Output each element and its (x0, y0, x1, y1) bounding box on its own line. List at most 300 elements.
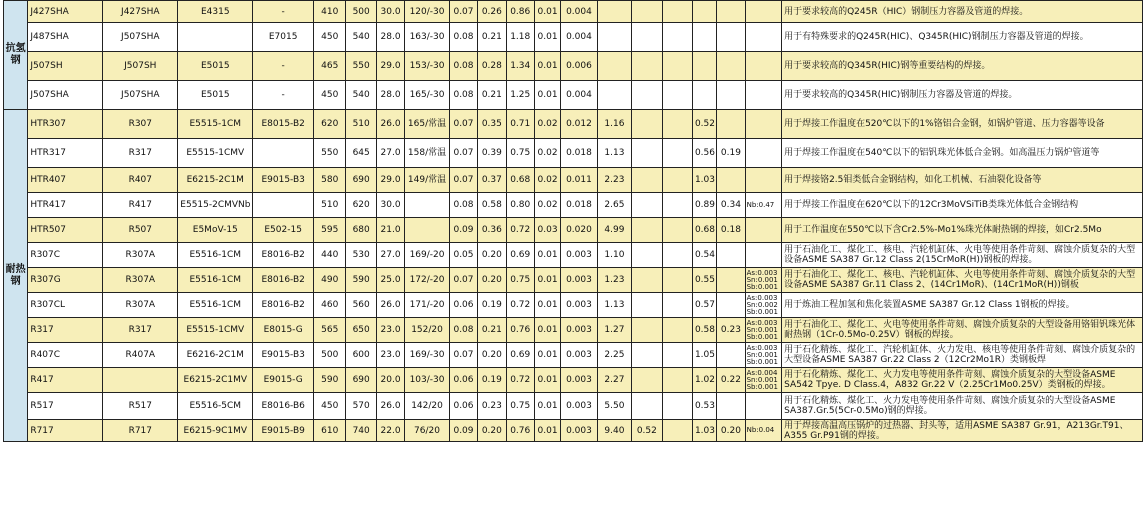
table-cell: 0.26 (478, 1, 506, 23)
application-note-cell: 用于要求较高的Q345R(HIC)钢制压力容器及管道的焊接。 (782, 81, 1143, 110)
table-cell: R307CL (28, 293, 103, 318)
table-cell: R317 (103, 318, 178, 343)
table-cell: E9015-B9 (253, 420, 314, 442)
table-cell: R307A (103, 243, 178, 268)
table-cell: 2.27 (597, 368, 631, 393)
table-cell (717, 1, 745, 23)
table-cell (692, 81, 716, 110)
table-cell: 0.20 (478, 343, 506, 368)
table-cell: 0.05 (449, 243, 477, 268)
table-cell: 26.0 (376, 110, 404, 139)
table-cell: 690 (346, 168, 376, 193)
table-cell: 0.19 (478, 368, 506, 393)
table-cell: 0.06 (449, 368, 477, 393)
table-cell: E8016-B2 (253, 243, 314, 268)
table-cell: 0.55 (692, 268, 716, 293)
table-cell: 0.69 (506, 243, 534, 268)
table-cell (632, 110, 662, 139)
table-cell: 0.01 (534, 23, 560, 52)
table-cell (253, 139, 314, 168)
table-cell: 0.09 (449, 218, 477, 243)
table-cell: 0.21 (478, 318, 506, 343)
table-row (4, 168, 1143, 193)
table-cell (632, 243, 662, 268)
table-cell: 0.72 (506, 218, 534, 243)
table-cell: HTR507 (28, 218, 103, 243)
table-cell (662, 268, 692, 293)
table-cell: 23.0 (376, 318, 404, 343)
table-cell: 0.71 (506, 110, 534, 139)
table-cell: 540 (346, 23, 376, 52)
table-cell: 25.0 (376, 268, 404, 293)
table-cell: R307C (28, 243, 103, 268)
table-cell: R717 (103, 420, 178, 442)
table-cell: 450 (314, 393, 346, 420)
table-cell: 158/常温 (405, 139, 450, 168)
table-cell: 500 (346, 1, 376, 23)
table-cell: 0.53 (692, 393, 716, 420)
table-cell: 0.03 (534, 218, 560, 243)
table-row (4, 81, 1143, 110)
table-cell: E9015-G (253, 368, 314, 393)
table-cell: 0.003 (561, 293, 597, 318)
table-cell: 1.10 (597, 243, 631, 268)
table-cell (632, 81, 662, 110)
table-row (4, 218, 1143, 243)
table-cell: 0.52 (692, 110, 716, 139)
table-cell: 600 (346, 343, 376, 368)
table-cell: E6215-2C1MV (178, 368, 253, 393)
table-cell: 680 (346, 218, 376, 243)
table-cell (662, 110, 692, 139)
table-cell: 0.58 (478, 193, 506, 218)
table-cell (717, 110, 745, 139)
table-cell (632, 368, 662, 393)
table-row (4, 243, 1143, 268)
table-cell: 410 (314, 1, 346, 23)
table-cell: 450 (314, 81, 346, 110)
table-cell: 1.02 (692, 368, 716, 393)
table-cell (717, 23, 745, 52)
table-cell: 0.86 (506, 1, 534, 23)
table-cell: 20.0 (376, 368, 404, 393)
table-cell: 0.02 (534, 168, 560, 193)
table-cell (632, 293, 662, 318)
table-cell (632, 52, 662, 81)
table-cell: E5516-1CM (178, 268, 253, 293)
table-cell (662, 81, 692, 110)
table-cell (745, 168, 781, 193)
table-cell: E5015 (178, 52, 253, 81)
table-cell: 2.25 (597, 343, 631, 368)
table-cell: 500 (314, 343, 346, 368)
table-cell (662, 243, 692, 268)
table-cell (662, 420, 692, 442)
table-cell (662, 23, 692, 52)
table-cell (745, 218, 781, 243)
table-cell: E8015-B2 (253, 110, 314, 139)
table-cell: J507SH (103, 52, 178, 81)
table-cell: 172/-20 (405, 268, 450, 293)
table-row (4, 293, 1143, 318)
table-cell (745, 110, 781, 139)
table-cell: 530 (346, 243, 376, 268)
table-row (4, 1, 1143, 23)
table-cell: 0.69 (506, 343, 534, 368)
table-cell: 28.0 (376, 23, 404, 52)
table-cell: E5515-1CMV (178, 318, 253, 343)
table-cell (717, 293, 745, 318)
table-cell: 0.21 (478, 23, 506, 52)
table-cell: E502-15 (253, 218, 314, 243)
table-cell (717, 243, 745, 268)
table-cell: E5515-1CMV (178, 139, 253, 168)
table-cell (405, 193, 450, 218)
table-cell (745, 1, 781, 23)
table-cell: 142/20 (405, 393, 450, 420)
table-cell: 27.0 (376, 243, 404, 268)
table-cell: As:0.003 Sn:0.001 Sb:0.001 (745, 318, 781, 343)
table-cell: 152/20 (405, 318, 450, 343)
table-cell: 0.68 (692, 218, 716, 243)
group-label: 抗氢钢 (4, 1, 28, 110)
table-row (4, 368, 1143, 393)
table-cell: 1.23 (597, 268, 631, 293)
table-cell: E6215-9C1MV (178, 420, 253, 442)
table-cell (662, 193, 692, 218)
table-cell (662, 1, 692, 23)
table-cell (662, 318, 692, 343)
table-cell: E5MoV-15 (178, 218, 253, 243)
table-cell: 650 (346, 318, 376, 343)
table-cell: - (253, 1, 314, 23)
table-cell: 0.18 (717, 218, 745, 243)
table-cell: 0.01 (534, 243, 560, 268)
table-cell: 0.52 (632, 420, 662, 442)
table-cell: 0.07 (449, 110, 477, 139)
table-cell: 550 (314, 139, 346, 168)
table-cell: 0.08 (449, 52, 477, 81)
table-cell: 590 (346, 268, 376, 293)
table-cell (632, 393, 662, 420)
table-cell: 510 (314, 193, 346, 218)
table-cell: 0.003 (561, 268, 597, 293)
table-cell: 76/20 (405, 420, 450, 442)
application-note-cell: 用于焊接工作温度在620℃以下的12Cr3MoVSiTiB类珠光体低合金钢结构 (782, 193, 1143, 218)
table-cell: R717 (28, 420, 103, 442)
table-cell: R417 (28, 368, 103, 393)
table-cell (597, 52, 631, 81)
application-note-cell: 用于焊接工作温度在540℃以下的铝钒珠光体低合金钢。如高温压力锅炉管道等 (782, 139, 1143, 168)
table-cell: E9015-B3 (253, 343, 314, 368)
table-cell: R517 (28, 393, 103, 420)
table-cell: 0.28 (478, 52, 506, 81)
table-cell: 590 (314, 368, 346, 393)
table-cell (632, 139, 662, 168)
table-cell (632, 23, 662, 52)
table-cell: 9.40 (597, 420, 631, 442)
table-cell: J427SHA (103, 1, 178, 23)
table-cell: 490 (314, 268, 346, 293)
table-cell: 0.72 (506, 293, 534, 318)
table-cell: 0.07 (449, 268, 477, 293)
table-cell: 27.0 (376, 139, 404, 168)
table-cell: 0.20 (478, 243, 506, 268)
table-cell: J427SHA (28, 1, 103, 23)
application-note-cell: 用于石油化工、煤化工、核电、汽轮机缸体、火电等使用条件苛刻、腐蚀介质复杂的大型设备ASME SA387 Gr.11 Class 2、(14Cr1MoR)、(14Cr1MoR(H))钢板 (782, 268, 1143, 293)
table-cell: 1.05 (692, 343, 716, 368)
table-cell: 103/-30 (405, 368, 450, 393)
table-cell: 30.0 (376, 1, 404, 23)
table-cell: 23.0 (376, 343, 404, 368)
table-cell: 0.06 (449, 393, 477, 420)
table-cell (717, 393, 745, 420)
table-cell: 149/常温 (405, 168, 450, 193)
table-cell (662, 218, 692, 243)
table-cell: E7015 (253, 23, 314, 52)
table-cell (662, 52, 692, 81)
table-cell: 0.012 (561, 110, 597, 139)
table-cell: 620 (346, 193, 376, 218)
table-cell (717, 343, 745, 368)
table-cell: 169/-20 (405, 243, 450, 268)
table-cell (692, 52, 716, 81)
table-cell (692, 23, 716, 52)
table-cell: 30.0 (376, 193, 404, 218)
table-cell: R317 (28, 318, 103, 343)
table-cell: 0.80 (506, 193, 534, 218)
table-cell: R417 (103, 193, 178, 218)
table-cell (717, 81, 745, 110)
table-cell (632, 343, 662, 368)
table-cell: 0.011 (561, 168, 597, 193)
table-cell: 171/-20 (405, 293, 450, 318)
table-cell: 163/-30 (405, 23, 450, 52)
table-cell: 0.23 (717, 318, 745, 343)
application-note-cell: 用于焊接铬2.5钼类低合金钢结构，如化工机械、石油裂化设备等 (782, 168, 1143, 193)
table-cell: 645 (346, 139, 376, 168)
table-cell: 0.35 (478, 110, 506, 139)
table-cell: 440 (314, 243, 346, 268)
table-cell: 0.76 (506, 420, 534, 442)
table-cell: 0.37 (478, 168, 506, 193)
application-note-cell: 用于焊接高温高压锅炉的过热器、封头等，适用ASME SA387 Gr.91，A213Gr.T91、A355 Gr.P91钢的焊接。 (782, 420, 1143, 442)
table-cell: 120/-30 (405, 1, 450, 23)
table-cell: 460 (314, 293, 346, 318)
table-cell: As:0.004 Sn:0.001 Sb:0.001 (745, 368, 781, 393)
table-cell: E4315 (178, 1, 253, 23)
table-cell (717, 268, 745, 293)
table-row (4, 420, 1143, 442)
table-cell (662, 139, 692, 168)
table-cell: 0.01 (534, 1, 560, 23)
table-cell: 0.20 (478, 420, 506, 442)
table-cell: 0.19 (717, 139, 745, 168)
table-cell: 570 (346, 393, 376, 420)
table-cell: 0.36 (478, 218, 506, 243)
table-row (4, 343, 1143, 368)
table-cell: R517 (103, 393, 178, 420)
table-cell: E8016-B2 (253, 293, 314, 318)
table-cell: As:0.003 Sn:0.001 Sb:0.001 (745, 343, 781, 368)
table-cell: 5.50 (597, 393, 631, 420)
table-cell: 0.68 (506, 168, 534, 193)
table-cell: 0.018 (561, 139, 597, 168)
table-cell: 0.75 (506, 268, 534, 293)
table-cell: 0.89 (692, 193, 716, 218)
table-cell: 1.13 (597, 139, 631, 168)
table-cell: 0.07 (449, 343, 477, 368)
table-cell: 0.72 (506, 368, 534, 393)
table-cell: 0.34 (717, 193, 745, 218)
table-cell: 0.07 (449, 139, 477, 168)
table-cell: 0.003 (561, 343, 597, 368)
table-cell: 1.34 (506, 52, 534, 81)
application-note-cell: 用于工作温度在550℃以下含Cr2.5%-Mo1%珠光体耐热钢的焊接，如Cr2.5Mo (782, 218, 1143, 243)
table-cell: J507SH (28, 52, 103, 81)
table-cell: 4.99 (597, 218, 631, 243)
table-cell: J507SHA (103, 23, 178, 52)
table-cell: 0.75 (506, 393, 534, 420)
table-cell: 0.02 (534, 110, 560, 139)
table-cell: 1.18 (506, 23, 534, 52)
table-cell: 0.003 (561, 420, 597, 442)
table-cell: E5515-1CM (178, 110, 253, 139)
table-cell: R507 (103, 218, 178, 243)
table-cell: 0.020 (561, 218, 597, 243)
table-cell: 0.004 (561, 1, 597, 23)
table-cell: 550 (346, 52, 376, 81)
table-cell: 0.08 (449, 318, 477, 343)
table-cell: 0.20 (478, 268, 506, 293)
table-cell: 0.09 (449, 420, 477, 442)
table-cell: 1.27 (597, 318, 631, 343)
table-cell: 0.02 (534, 193, 560, 218)
table-cell (632, 193, 662, 218)
group-label: 耐热钢 (4, 110, 28, 442)
table-row (4, 52, 1143, 81)
table-row (4, 193, 1143, 218)
table-cell: Nb:0.47 (745, 193, 781, 218)
table-cell: 0.01 (534, 293, 560, 318)
table-cell (745, 243, 781, 268)
table-cell: 560 (346, 293, 376, 318)
table-row (4, 139, 1143, 168)
table-cell: 0.06 (449, 293, 477, 318)
table-cell: 0.54 (692, 243, 716, 268)
table-cell: HTR317 (28, 139, 103, 168)
table-cell: R407C (28, 343, 103, 368)
table-cell: 690 (346, 368, 376, 393)
application-note-cell: 用于炼油工程加氢和焦化装置ASME SA387 Gr.12 Class 1钢板的焊接。 (782, 293, 1143, 318)
table-cell: 0.003 (561, 368, 597, 393)
table-cell: 153/-30 (405, 52, 450, 81)
table-cell: 740 (346, 420, 376, 442)
table-cell: 2.23 (597, 168, 631, 193)
table-cell: J487SHA (28, 23, 103, 52)
table-cell: E9015-B3 (253, 168, 314, 193)
application-note-cell: 用于石化精炼、煤化工、汽轮机缸体、火力发电、核电等使用条件苛刻、腐蚀介质复杂的大型设备ASME SA387 Gr.22 Class 2（12Cr2Mo1R）类钢板焊 (782, 343, 1143, 368)
table-cell: HTR307 (28, 110, 103, 139)
table-cell: 0.01 (534, 393, 560, 420)
table-cell: 28.0 (376, 81, 404, 110)
table-cell (662, 393, 692, 420)
table-cell: 0.006 (561, 52, 597, 81)
application-note-cell: 用于石化精炼、煤化工、火力发电等使用条件苛刻、腐蚀介质复杂的大型设备ASME SA387.Gr.5(5Cr-0.5Mo)钢的焊接。 (782, 393, 1143, 420)
table-cell: R307G (28, 268, 103, 293)
table-cell (717, 168, 745, 193)
table-row (4, 318, 1143, 343)
table-cell: E8016-B2 (253, 268, 314, 293)
table-cell: 21.0 (376, 218, 404, 243)
table-cell: 565 (314, 318, 346, 343)
table-cell: 0.01 (534, 420, 560, 442)
table-cell: 0.76 (506, 318, 534, 343)
table-cell (662, 343, 692, 368)
table-cell (253, 193, 314, 218)
table-cell: 0.01 (534, 52, 560, 81)
welding-spec-table (3, 0, 1143, 442)
table-cell: E8015-G (253, 318, 314, 343)
table-cell (717, 52, 745, 81)
table-cell: 29.0 (376, 168, 404, 193)
table-row (4, 268, 1143, 293)
table-cell (745, 393, 781, 420)
table-cell: HTR417 (28, 193, 103, 218)
table-cell: 2.65 (597, 193, 631, 218)
table-cell: 0.02 (534, 139, 560, 168)
table-cell: 1.13 (597, 293, 631, 318)
table-cell: E8016-B6 (253, 393, 314, 420)
table-cell: E5516-1CM (178, 243, 253, 268)
table-cell: E5515-2CMVNb (178, 193, 253, 218)
table-cell: HTR407 (28, 168, 103, 193)
table-cell: 1.03 (692, 420, 716, 442)
table-cell (662, 168, 692, 193)
table-cell: 165/-30 (405, 81, 450, 110)
table-cell: As:0.003 Sn:0.001 Sb:0.001 (745, 268, 781, 293)
table-cell: 0.56 (692, 139, 716, 168)
table-cell: E5015 (178, 81, 253, 110)
table-cell (597, 1, 631, 23)
application-note-cell: 用于石油化工、煤化工、火电等使用条件苛刻、腐蚀介质复杂的大型设备用铬钼钒珠光体耐热钢（1Cr-0.5Mo-0.25V）钢板的焊接。 (782, 318, 1143, 343)
table-cell (745, 81, 781, 110)
table-cell (632, 318, 662, 343)
table-cell: - (253, 52, 314, 81)
table-cell (662, 293, 692, 318)
table-cell: Nb:0.04 (745, 420, 781, 442)
table-cell: R307 (103, 110, 178, 139)
table-cell: 0.21 (478, 81, 506, 110)
table-cell: 26.0 (376, 393, 404, 420)
table-cell: R407 (103, 168, 178, 193)
table-cell: 26.0 (376, 293, 404, 318)
table-cell (597, 81, 631, 110)
table-cell: 0.004 (561, 81, 597, 110)
table-cell: 0.003 (561, 318, 597, 343)
table-cell: R307A (103, 293, 178, 318)
table-cell: 610 (314, 420, 346, 442)
table-cell: E5516-5CM (178, 393, 253, 420)
table-cell (632, 268, 662, 293)
table-cell: 0.58 (692, 318, 716, 343)
table-row (4, 393, 1143, 420)
table-cell (662, 368, 692, 393)
table-cell: 169/-30 (405, 343, 450, 368)
table-cell: 0.19 (478, 293, 506, 318)
table-cell (632, 1, 662, 23)
table-cell: 0.01 (534, 343, 560, 368)
